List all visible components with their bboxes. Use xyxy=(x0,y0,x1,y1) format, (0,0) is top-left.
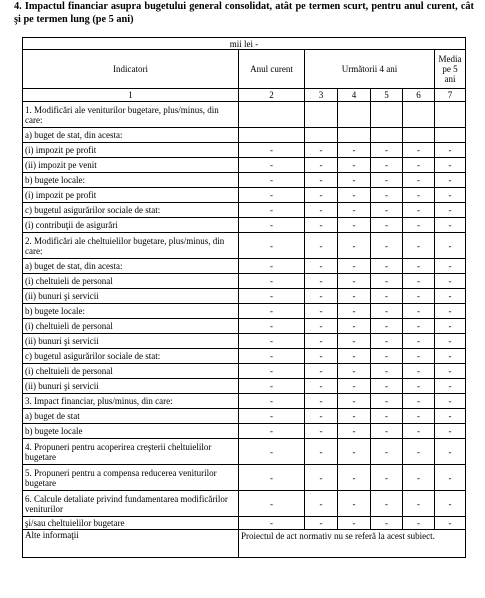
row-value-cell: - xyxy=(239,289,305,304)
row-value-cell: - xyxy=(338,439,371,465)
row-value-cell: - xyxy=(371,394,403,409)
row-value-cell: - xyxy=(403,218,435,233)
col-number: 1 xyxy=(23,89,239,102)
unit-row xyxy=(23,38,466,50)
row-value-cell: - xyxy=(305,349,338,364)
row-value-cell: - xyxy=(338,233,371,259)
row-value-cell: - xyxy=(435,319,466,334)
row-label: b) bugete locale: xyxy=(23,304,239,319)
row-value-cell: - xyxy=(338,379,371,394)
row-value-cell: - xyxy=(239,319,305,334)
row-value-cell: - xyxy=(305,424,338,439)
row-value-cell: - xyxy=(435,364,466,379)
table-row xyxy=(23,173,466,188)
row-value-cell: - xyxy=(435,158,466,173)
other-info-text: Proiectul de act normativ nu se referă la acest subiect. xyxy=(239,530,466,558)
row-value-cell: - xyxy=(305,491,338,517)
row-value-cell: - xyxy=(338,289,371,304)
row-value-cell: - xyxy=(403,424,435,439)
col-number: 5 xyxy=(371,89,403,102)
row-label: (i) impozit pe profit xyxy=(23,188,239,203)
row-value-cell: - xyxy=(371,203,403,218)
row-value-cell: - xyxy=(239,173,305,188)
row-value-cell: - xyxy=(338,517,371,530)
row-value-cell: - xyxy=(435,424,466,439)
row-value-cell xyxy=(371,102,403,128)
row-label: (i) cheltuieli de personal xyxy=(23,274,239,289)
row-value-cell: - xyxy=(239,394,305,409)
header-anul-curent: Anul curent xyxy=(239,50,305,89)
row-label: b) bugete locale xyxy=(23,424,239,439)
row-value-cell: - xyxy=(239,334,305,349)
row-value-cell: - xyxy=(305,274,338,289)
table-row xyxy=(23,379,466,394)
row-value-cell xyxy=(435,102,466,128)
table-row xyxy=(23,143,466,158)
table-row xyxy=(23,203,466,218)
row-value-cell: - xyxy=(403,334,435,349)
column-number-row xyxy=(23,89,466,102)
row-label: a) buget de stat, din acesta: xyxy=(23,259,239,274)
row-label: (ii) bunuri şi servicii xyxy=(23,334,239,349)
row-value-cell: - xyxy=(338,203,371,218)
row-value-cell: - xyxy=(435,289,466,304)
table-row xyxy=(23,304,466,319)
row-value-cell: - xyxy=(403,289,435,304)
row-value-cell: - xyxy=(305,188,338,203)
table-row xyxy=(23,349,466,364)
row-value-cell: - xyxy=(305,465,338,491)
row-value-cell: - xyxy=(403,203,435,218)
row-value-cell: - xyxy=(338,158,371,173)
row-value-cell: - xyxy=(371,491,403,517)
row-label: 1. Modificări ale veniturilor bugetare, plus/minus, din care: xyxy=(23,102,239,128)
row-value-cell: - xyxy=(239,304,305,319)
row-label: 3. Impact financiar, plus/minus, din care: xyxy=(23,394,239,409)
row-label: (i) cheltuieli de personal xyxy=(23,319,239,334)
row-value-cell: - xyxy=(338,349,371,364)
col-number: 6 xyxy=(403,89,435,102)
row-value-cell: - xyxy=(435,259,466,274)
row-value-cell: - xyxy=(371,233,403,259)
table-row xyxy=(23,409,466,424)
row-value-cell: - xyxy=(305,259,338,274)
row-value-cell: - xyxy=(338,304,371,319)
row-value-cell: - xyxy=(403,379,435,394)
table-row xyxy=(23,102,466,128)
row-value-cell: - xyxy=(403,465,435,491)
row-value-cell: - xyxy=(371,334,403,349)
row-value-cell: - xyxy=(239,364,305,379)
row-value-cell: - xyxy=(371,274,403,289)
table-row xyxy=(23,439,466,465)
row-value-cell xyxy=(338,102,371,128)
row-value-cell: - xyxy=(305,517,338,530)
row-value-cell: - xyxy=(371,143,403,158)
row-value-cell: - xyxy=(403,233,435,259)
row-value-cell: - xyxy=(305,173,338,188)
table-row xyxy=(23,259,466,274)
table-row xyxy=(23,517,466,530)
row-value-cell xyxy=(403,102,435,128)
row-value-cell: - xyxy=(305,394,338,409)
row-value-cell xyxy=(435,128,466,143)
other-info-label: Alte informaţii xyxy=(23,530,239,558)
row-value-cell xyxy=(239,102,305,128)
row-value-cell: - xyxy=(338,394,371,409)
table-row xyxy=(23,319,466,334)
row-label: (ii) bunuri şi servicii xyxy=(23,379,239,394)
row-value-cell: - xyxy=(239,409,305,424)
row-value-cell: - xyxy=(305,158,338,173)
row-value-cell: - xyxy=(338,319,371,334)
row-value-cell: - xyxy=(371,409,403,424)
row-value-cell xyxy=(305,128,338,143)
row-value-cell: - xyxy=(305,289,338,304)
row-value-cell: - xyxy=(371,424,403,439)
row-value-cell: - xyxy=(403,491,435,517)
row-value-cell: - xyxy=(403,259,435,274)
row-value-cell xyxy=(403,128,435,143)
row-value-cell: - xyxy=(435,233,466,259)
row-value-cell: - xyxy=(239,465,305,491)
row-value-cell: - xyxy=(371,517,403,530)
row-value-cell: - xyxy=(239,439,305,465)
row-label: 2. Modificări ale cheltuielilor bugetare, plus/minus, din care: xyxy=(23,233,239,259)
row-value-cell: - xyxy=(403,394,435,409)
row-value-cell: - xyxy=(338,143,371,158)
table-row xyxy=(23,188,466,203)
row-value-cell: - xyxy=(371,319,403,334)
row-value-cell: - xyxy=(239,218,305,233)
row-value-cell: - xyxy=(403,188,435,203)
row-value-cell: - xyxy=(239,233,305,259)
row-value-cell: - xyxy=(435,349,466,364)
section-title: 4. Impactul financiar asupra bugetului general consolidat, atât pe termen scurt, pentru anul curent, cât şi pe termen lung (pe 5 ani) xyxy=(14,1,474,25)
table-row xyxy=(23,394,466,409)
row-value-cell: - xyxy=(435,173,466,188)
row-value-cell: - xyxy=(239,379,305,394)
row-value-cell: - xyxy=(403,517,435,530)
row-value-cell: - xyxy=(435,394,466,409)
table-row xyxy=(23,233,466,259)
row-value-cell: - xyxy=(435,379,466,394)
row-value-cell: - xyxy=(239,274,305,289)
table-row xyxy=(23,158,466,173)
table-row xyxy=(23,364,466,379)
row-label: (i) cheltuieli de personal xyxy=(23,364,239,379)
row-label: c) bugetul asigurărilor sociale de stat: xyxy=(23,203,239,218)
table-row xyxy=(23,465,466,491)
row-value-cell: - xyxy=(371,364,403,379)
row-label: a) buget de stat, din acesta: xyxy=(23,128,239,143)
row-value-cell: - xyxy=(239,424,305,439)
table-row xyxy=(23,218,466,233)
row-value-cell: - xyxy=(403,158,435,173)
table-row xyxy=(23,424,466,439)
row-label: şi/sau cheltuielilor bugetare xyxy=(23,517,239,530)
row-value-cell: - xyxy=(338,491,371,517)
financial-impact-table xyxy=(22,37,466,558)
col-number: 4 xyxy=(338,89,371,102)
row-value-cell xyxy=(239,128,305,143)
row-value-cell: - xyxy=(338,259,371,274)
table-row xyxy=(23,128,466,143)
header-row xyxy=(23,50,466,89)
row-value-cell: - xyxy=(338,173,371,188)
row-value-cell: - xyxy=(305,409,338,424)
row-value-cell: - xyxy=(435,188,466,203)
row-value-cell: - xyxy=(239,203,305,218)
row-value-cell: - xyxy=(435,465,466,491)
row-value-cell: - xyxy=(371,379,403,394)
row-value-cell: - xyxy=(239,349,305,364)
row-label: 4. Propuneri pentru acoperirea creşterii cheltuielilor bugetare xyxy=(23,439,239,465)
row-label: (ii) impozit pe venit xyxy=(23,158,239,173)
row-label: 6. Calcule detaliate privind fundamentarea modificărilor veniturilor xyxy=(23,491,239,517)
row-value-cell: - xyxy=(371,465,403,491)
row-value-cell: - xyxy=(435,491,466,517)
row-value-cell: - xyxy=(338,188,371,203)
row-value-cell: - xyxy=(239,259,305,274)
row-value-cell: - xyxy=(305,439,338,465)
row-value-cell: - xyxy=(371,173,403,188)
row-value-cell: - xyxy=(371,218,403,233)
row-value-cell: - xyxy=(305,218,338,233)
row-value-cell: - xyxy=(403,439,435,465)
row-value-cell: - xyxy=(239,188,305,203)
row-value-cell: - xyxy=(239,143,305,158)
row-value-cell: - xyxy=(338,465,371,491)
row-value-cell: - xyxy=(338,274,371,289)
row-value-cell: - xyxy=(239,158,305,173)
row-value-cell: - xyxy=(338,364,371,379)
row-value-cell xyxy=(371,128,403,143)
row-label: b) bugete locale: xyxy=(23,173,239,188)
row-value-cell: - xyxy=(435,517,466,530)
row-value-cell: - xyxy=(338,424,371,439)
row-value-cell: - xyxy=(338,334,371,349)
row-label: 5. Propuneri pentru a compensa reducerea veniturilor bugetare xyxy=(23,465,239,491)
row-value-cell xyxy=(338,128,371,143)
table-row xyxy=(23,289,466,304)
row-value-cell: - xyxy=(403,274,435,289)
header-media-5-ani: Media pe 5 ani xyxy=(435,50,466,89)
row-value-cell: - xyxy=(305,319,338,334)
row-value-cell xyxy=(305,102,338,128)
row-value-cell: - xyxy=(435,143,466,158)
row-label: (i) contribuţii de asigurări xyxy=(23,218,239,233)
row-label: (i) impozit pe profit xyxy=(23,143,239,158)
row-label: c) bugetul asigurărilor sociale de stat: xyxy=(23,349,239,364)
row-value-cell: - xyxy=(403,319,435,334)
table-row xyxy=(23,491,466,517)
row-value-cell: - xyxy=(305,304,338,319)
unit-label: mii lei - xyxy=(23,38,466,50)
row-value-cell: - xyxy=(305,233,338,259)
row-value-cell: - xyxy=(403,304,435,319)
row-value-cell: - xyxy=(371,259,403,274)
row-value-cell: - xyxy=(239,491,305,517)
col-number: 7 xyxy=(435,89,466,102)
row-label: a) buget de stat xyxy=(23,409,239,424)
row-value-cell: - xyxy=(403,364,435,379)
row-label: (ii) bunuri şi servicii xyxy=(23,289,239,304)
col-number: 3 xyxy=(305,89,338,102)
header-urmatorii-4-ani: Următorii 4 ani xyxy=(305,50,435,89)
row-value-cell: - xyxy=(371,349,403,364)
row-value-cell: - xyxy=(239,517,305,530)
row-value-cell: - xyxy=(435,439,466,465)
row-value-cell: - xyxy=(305,143,338,158)
row-value-cell: - xyxy=(305,203,338,218)
header-indicatori: Indicatori xyxy=(23,50,239,89)
row-value-cell: - xyxy=(403,409,435,424)
other-info-row xyxy=(23,530,466,558)
row-value-cell: - xyxy=(371,439,403,465)
row-value-cell: - xyxy=(371,158,403,173)
row-value-cell: - xyxy=(435,409,466,424)
row-value-cell: - xyxy=(403,173,435,188)
row-value-cell: - xyxy=(435,334,466,349)
row-value-cell: - xyxy=(435,274,466,289)
row-value-cell: - xyxy=(403,349,435,364)
row-value-cell: - xyxy=(305,379,338,394)
row-value-cell: - xyxy=(338,218,371,233)
row-value-cell: - xyxy=(371,188,403,203)
row-value-cell: - xyxy=(371,304,403,319)
row-value-cell: - xyxy=(305,364,338,379)
row-value-cell: - xyxy=(371,289,403,304)
row-value-cell: - xyxy=(338,409,371,424)
row-value-cell: - xyxy=(305,334,338,349)
table-row xyxy=(23,274,466,289)
row-value-cell: - xyxy=(435,218,466,233)
table-row xyxy=(23,334,466,349)
row-value-cell: - xyxy=(435,304,466,319)
col-number: 2 xyxy=(239,89,305,102)
row-value-cell: - xyxy=(435,203,466,218)
row-value-cell: - xyxy=(403,143,435,158)
